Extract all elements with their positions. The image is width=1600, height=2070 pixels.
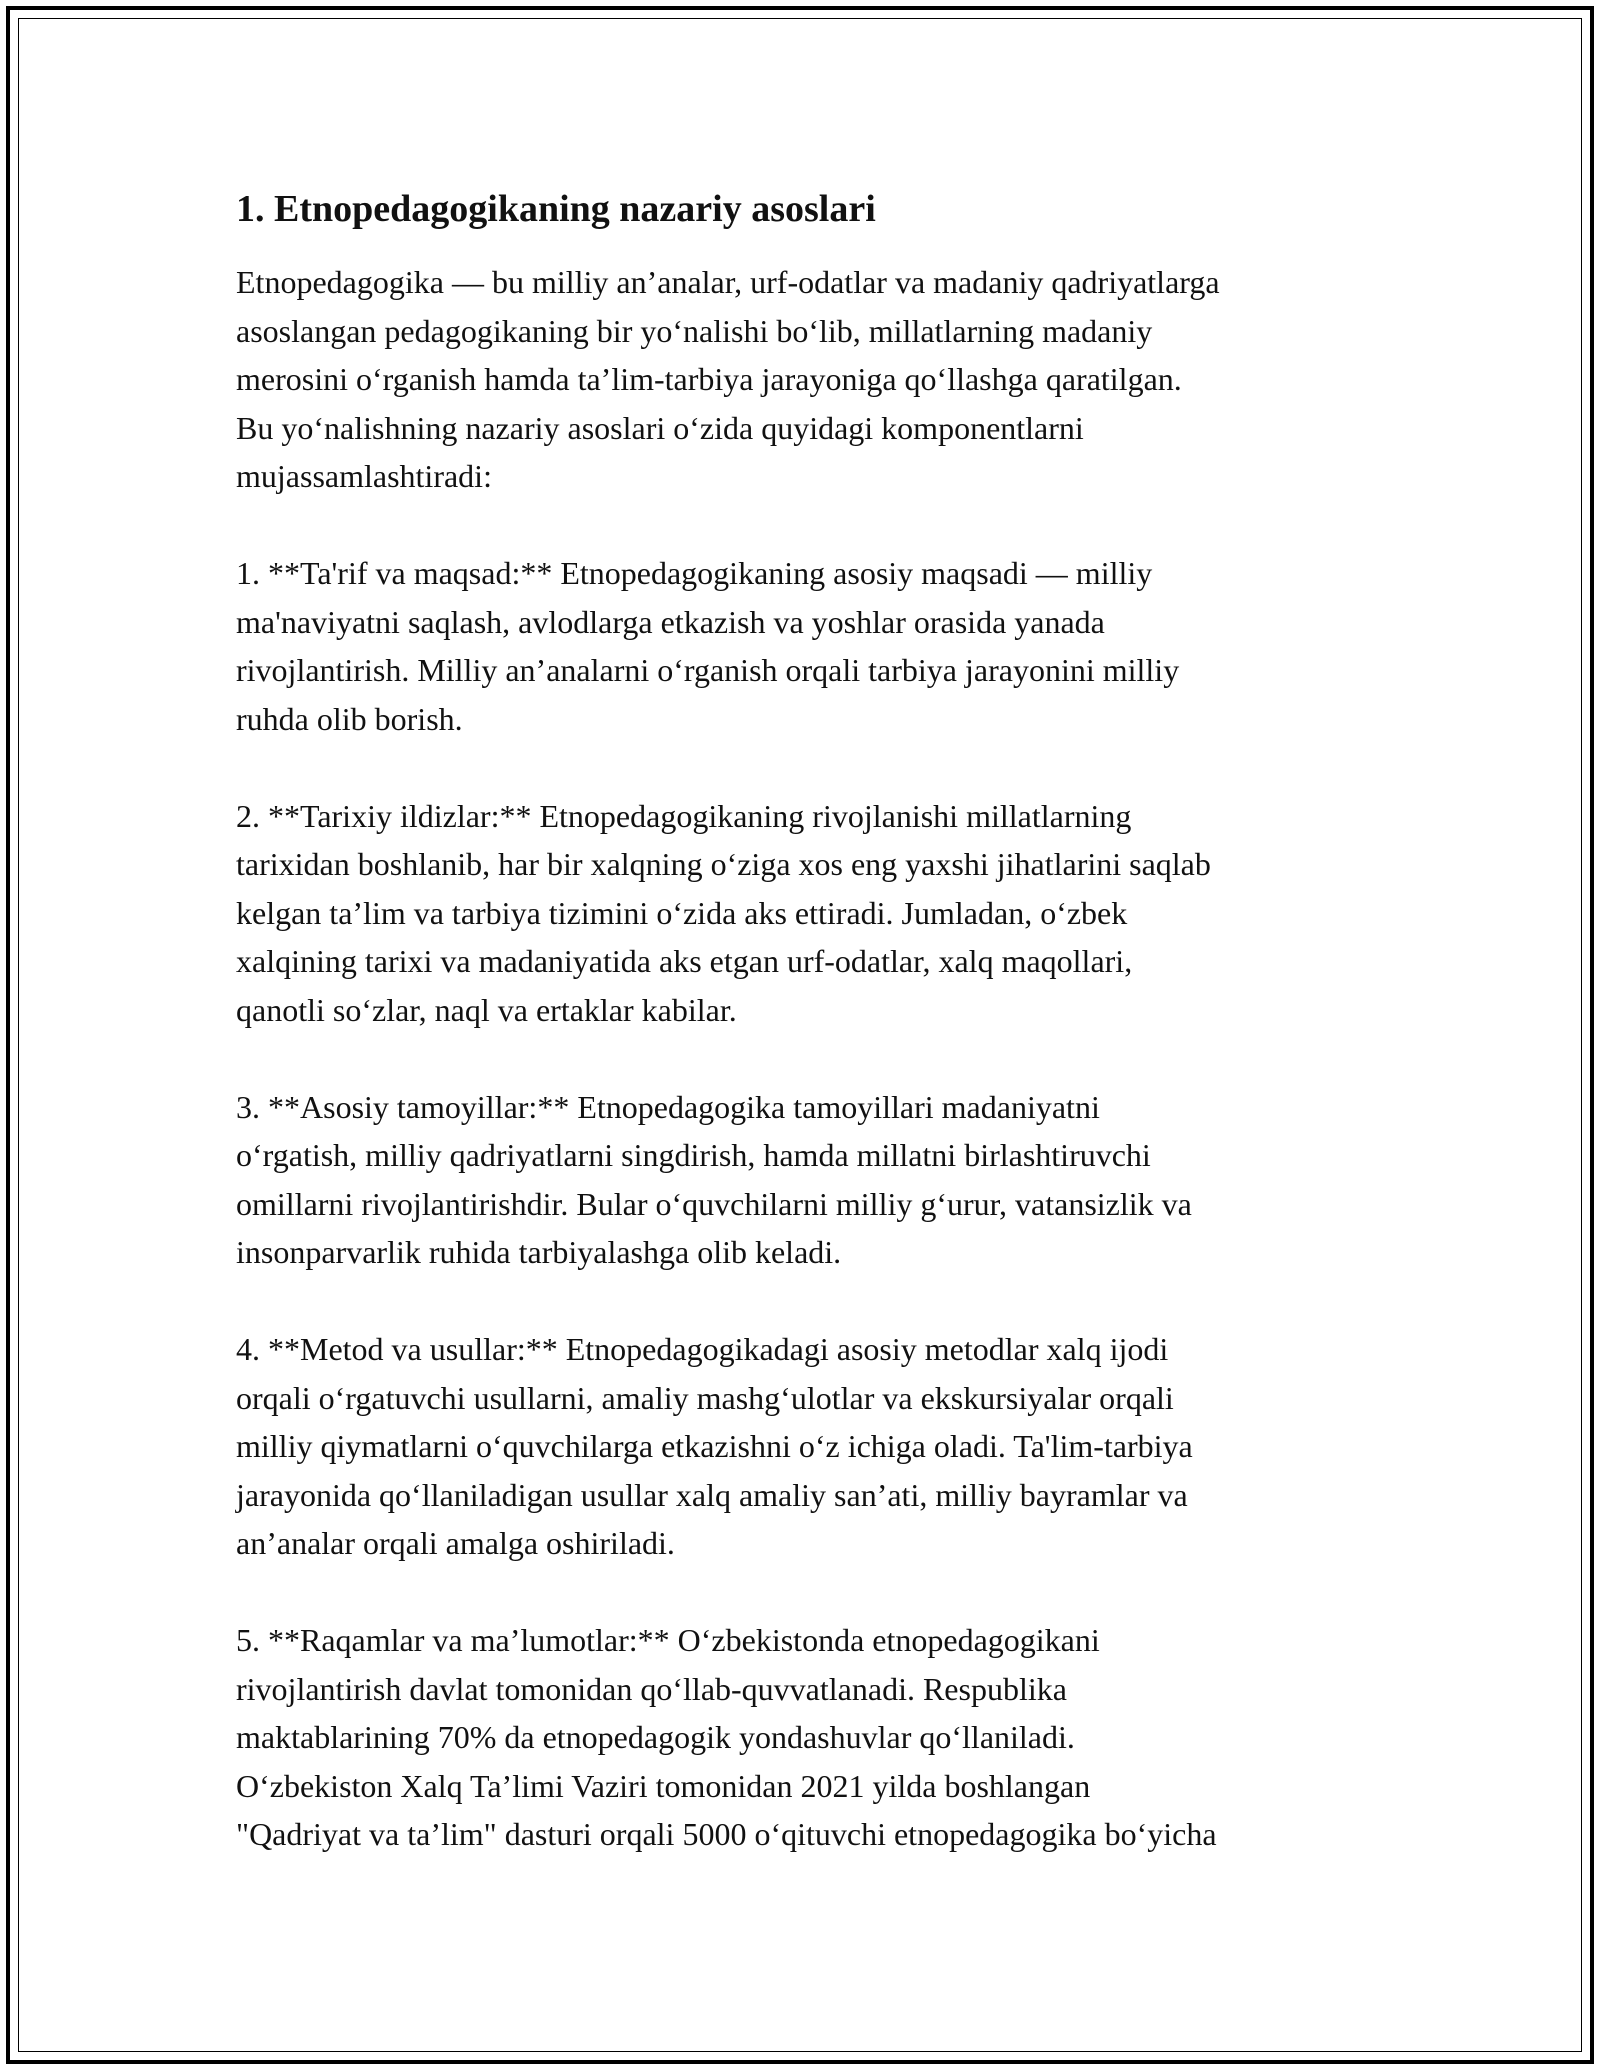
paragraph-figures-data: 5. **Raqamlar va maʼlumotlar:** Oʻzbekistonda etnopedagogikani rivojlantirish davlat tomonidan qoʻllab-quvvatlanadi. Respublika maktablarining 70% da etnopedagogik yondashuvlar qoʻllaniladi. Oʻzbekiston Xalq Taʼlimi Vaziri tomonidan 2021 yilda boshlangan "Qadriyat va taʼlim" dasturi orqali 5000 oʻqituvchi etnopedagogika boʻyicha bbox=[236, 1622, 1217, 1852]
page-title: 1. Etnopedagogikaning nazariy asoslari bbox=[236, 188, 876, 230]
paragraph-core-principles: 3. **Asosiy tamoyillar:** Etnopedagogika tamoyillari madaniyatni oʻrgatish, milliy qadriyatlarni singdirish, hamda millatni birlashtiruvchi omillarni rivojlantirishdir. Bular oʻquvchilarni milliy gʻurur, vatansizlik va insonparvarlik ruhida tarbiyalashga olib keladi. bbox=[236, 1088, 1192, 1270]
paragraph-methods: 4. **Metod va usullar:** Etnopedagogikadagi asosiy metodlar xalq ijodi orqali oʻrgatuvchi usullarni, amaliy mashgʻulotlar va ekskursiyalar orqali milliy qiymatlarni oʻquvchilarga etkazishni oʻz ichiga oladi. Ta'lim-tarbiya jarayonida qoʻllaniladigan usullar xalq amaliy sanʼati, milliy bayramlar va an’analar orqali amalga oshiriladi. bbox=[236, 1331, 1193, 1561]
document-body bbox=[236, 185, 1376, 1859]
paragraph-historical-roots: 2. **Tarixiy ildizlar:** Etnopedagogikaning rivojlanishi millatlarning tarixidan boshlanib, har bir xalqning oʻziga xos eng yaxshi jihatlarini saqlab kelgan taʼlim va tarbiya tizimini oʻzida aks ettiradi. Jumladan, oʻzbek xalqining tarixi va madaniyatida aks etgan urf-odatlar, xalq maqollari, qanotli soʻzlar, naql va ertaklar kabilar. bbox=[236, 797, 1211, 1028]
intro-paragraph: Etnopedagogika — bu milliy an’analar, urf-odatlar va madaniy qadriyatlarga asoslangan pedagogikaning bir yoʻnalishi boʻlib, millatlarning madaniy merosini oʻrganish hamda taʼlim-tarbiya jarayoniga qoʻllashga qaratilgan. Bu yoʻnalishning nazariy asoslari oʻzida quyidagi komponentlarni mujassamlashtiradi: bbox=[236, 264, 1220, 494]
paragraph-definition-purpose: 1. **Ta'rif va maqsad:** Etnopedagogikaning asosiy maqsadi — milliy ma'naviyatni saqlash, avlodlarga etkazish va yoshlar orasida yanada rivojlantirish. Milliy an’analarni oʻrganish orqali tarbiya jarayonini milliy ruhda olib borish. bbox=[236, 555, 1180, 737]
